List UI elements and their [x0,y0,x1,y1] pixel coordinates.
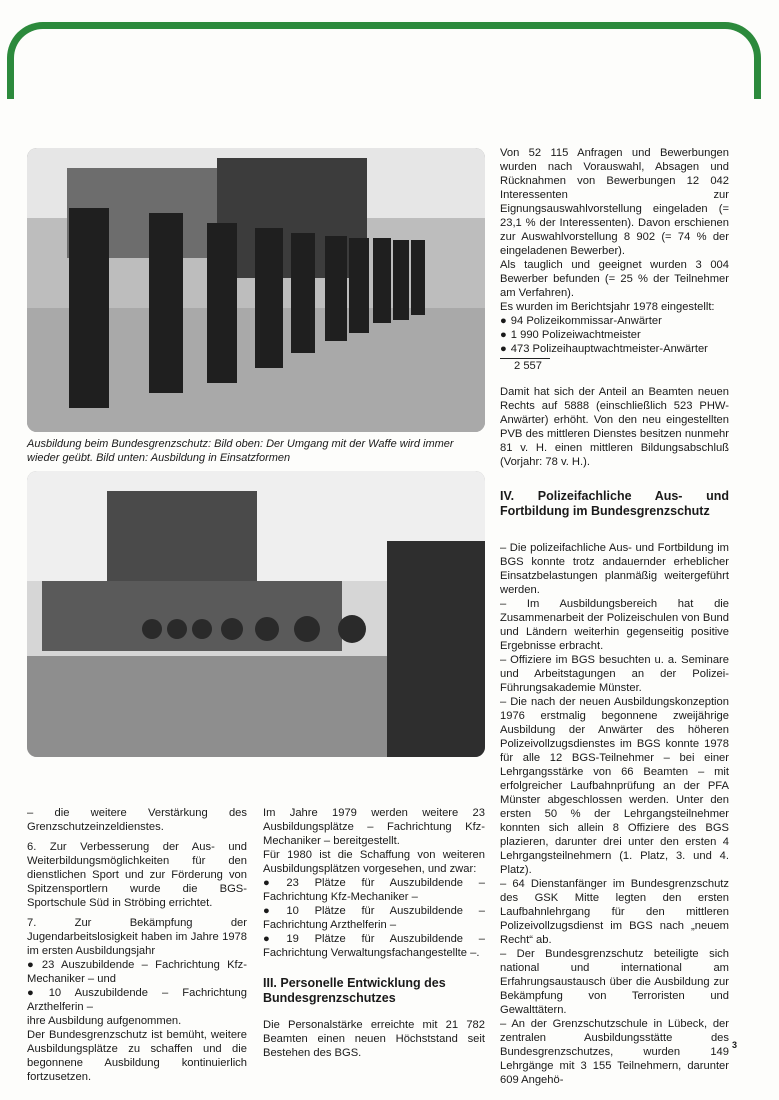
paragraph: Im Jahre 1979 werden weitere 23 Ausbildungsplätze – Fachrichtung Kfz-Mechaniker – bereitgestellt. [263,807,485,847]
section-heading-iv: IV. Polizeifachliche Aus- und Fortbildung im Bundesgrenzschutz [500,489,729,518]
paragraph: Damit hat sich der Anteil an Beamten neuen Rechts auf 5888 (einschließlich 523 PHW-Anwärter) erhöht. Von den neu eingestellten PVB des mittleren Dienstes besitzen nunmehr 81 v. H. einen mittleren Bildungsabschluß (Vorjahr: 78 v. H.). [500,386,729,468]
photo-formation-training [27,471,485,757]
paragraph: ihre Ausbildung aufgenommen. [27,1015,182,1027]
paragraph: – Im Ausbildungsbereich hat die Zusammenarbeit der Polizeischulen von Bund und Ländern weiterhin gegenseitig positive Ergebnisse erbracht. [500,598,729,652]
paragraph: – Die nach der neuen Ausbildungskonzeption 1976 erstmalig begonnene zweijährige Ausbildung der Anwärter des höheren Polizeivollzugsdienstes im BGS konnte 1978 für alle 12 BGS-Teilnehmer – bei einer Lehrgangsstärke von 66 Beamten – mit erfolgreicher Laufbahnprüfung an der PFA Münster abgeschlossen werden. Unter den ersten 50 % der Lehrgangsteilnehmer konnten sich allein 8 Offiziere des BGS plazieren, darunter drei unter den ersten 4 Lehrgangsteilnehmern (1. Platz, 3. und 4. Platz). [500,696,729,876]
paragraph: Als tauglich und geeignet wurden 3 004 Bewerber befunden (= 25 % der Teilnehmer am Verfahren). [500,259,729,299]
list-item: ● 94 Polizeikommissar-Anwärter [500,314,729,328]
paragraph: Der Bundesgrenzschutz ist bemüht, weitere Ausbildungsplätze zu schaffen und die begonnene Ausbildung kontinuierlich fortzusetzen. [27,1029,247,1083]
bullet-item: ● 10 Plätze für Auszubildende – Fachrichtung Arzthelferin – [263,904,485,932]
page-number: 3 [731,1040,737,1050]
paragraph: 6. Zur Verbesserung der Aus- und Weiterbildungsmöglichkeiten für den dienstlichen Sport und zur Förderung von Spitzensportlern wurde die BGS-Sportschule Süd in Ströbing errichtet. [27,841,247,909]
photo-rifle-training [27,148,485,432]
paragraph: Von 52 115 Anfragen und Bewerbungen wurden nach Vorauswahl, Absagen und Rücknahmen von Bewerbungen 12 042 Interessenten zur Eignungsauswahlvorstellung eingeladen (= 23,1 % der Interessenten). Davon erschienen zur Auswahlvorstellung 8 902 (= 74 % der eingeladenen Bewerber). [500,147,729,257]
right-column [500,146,729,1087]
bullet-item: ● 19 Plätze für Auszubildende – Fachrichtung Verwaltungsfachangestellte –. [263,932,485,960]
paragraph: – Der Bundesgrenzschutz beteiligte sich national und international am Erfahrungsaustausch über die Ausbildung zur Bekämpfung von Terroristen und Gewalttätern. [500,948,729,1016]
middle-column [263,806,485,1060]
paragraph: – 64 Dienstanfänger im Bundesgrenzschutz des GSK Mitte legten den ersten Laufbahnlehrgang für den mittleren Polizeivollzugsdienst im BGS nach „neuem Recht“ ab. [500,878,729,946]
paragraph: – die weitere Verstärkung des Grenzschutzeinzeldienstes. [27,807,247,833]
bullet-item: ● 23 Auszubildende – Fachrichtung Kfz-Mechaniker – und [27,958,247,986]
paragraph: – An der Grenzschutzschule in Lübeck, der zentralen Ausbildungsstätte des Bundesgrenzschutzes, wurden 149 Lehrgänge mit 3 155 Teilnehmern, darunter 609 Angehö- [500,1018,729,1086]
sum-total: 2 557 [514,360,542,372]
bullet-item: ● 10 Auszubildende – Fachrichtung Arzthelferin – [27,986,247,1014]
paragraph: Für 1980 ist die Schaffung von weiteren Ausbildungsplätzen vorgesehen, und zwar: [263,849,485,875]
list-item: ● 1 990 Polizeiwachtmeister [500,328,729,342]
green-header-frame [7,22,761,99]
paragraph: – Die polizeifachliche Aus- und Fortbildung im BGS konnte trotz andauernder erheblicher Einsatzbelastungen planmäßig weitergeführt werden. [500,542,729,596]
paragraph: Die Personalstärke erreichte mit 21 782 Beamten einen neuen Höchststand seit Bestehen des BGS. [263,1019,485,1059]
list-item: ● 473 Polizeihauptwachtmeister-Anwärter [500,342,729,356]
paragraph: – Offiziere im BGS besuchten u. a. Seminare und Arbeitstagungen an der Polizei-Führungsakademie Münster. [500,654,729,694]
section-heading-iii: III. Personelle Entwicklung des Bundesgrenzschutzes [263,976,446,1005]
hiring-list [500,314,729,356]
paragraph: 7. Zur Bekämpfung der Jugendarbeitslosigkeit haben im Jahre 1978 im ersten Ausbildungsjahr [27,917,247,957]
bullet-item: ● 23 Plätze für Auszubildende – Fachrichtung Kfz-Mechaniker – [263,876,485,904]
paragraph: Es wurden im Berichtsjahr 1978 eingestellt: [500,301,715,313]
left-column [27,806,247,1084]
photo-caption: Ausbildung beim Bundesgrenzschutz: Bild oben: Der Umgang mit der Waffe wird immer wieder geübt. Bild unten: Ausbildung in Einsatzformen [27,438,454,464]
